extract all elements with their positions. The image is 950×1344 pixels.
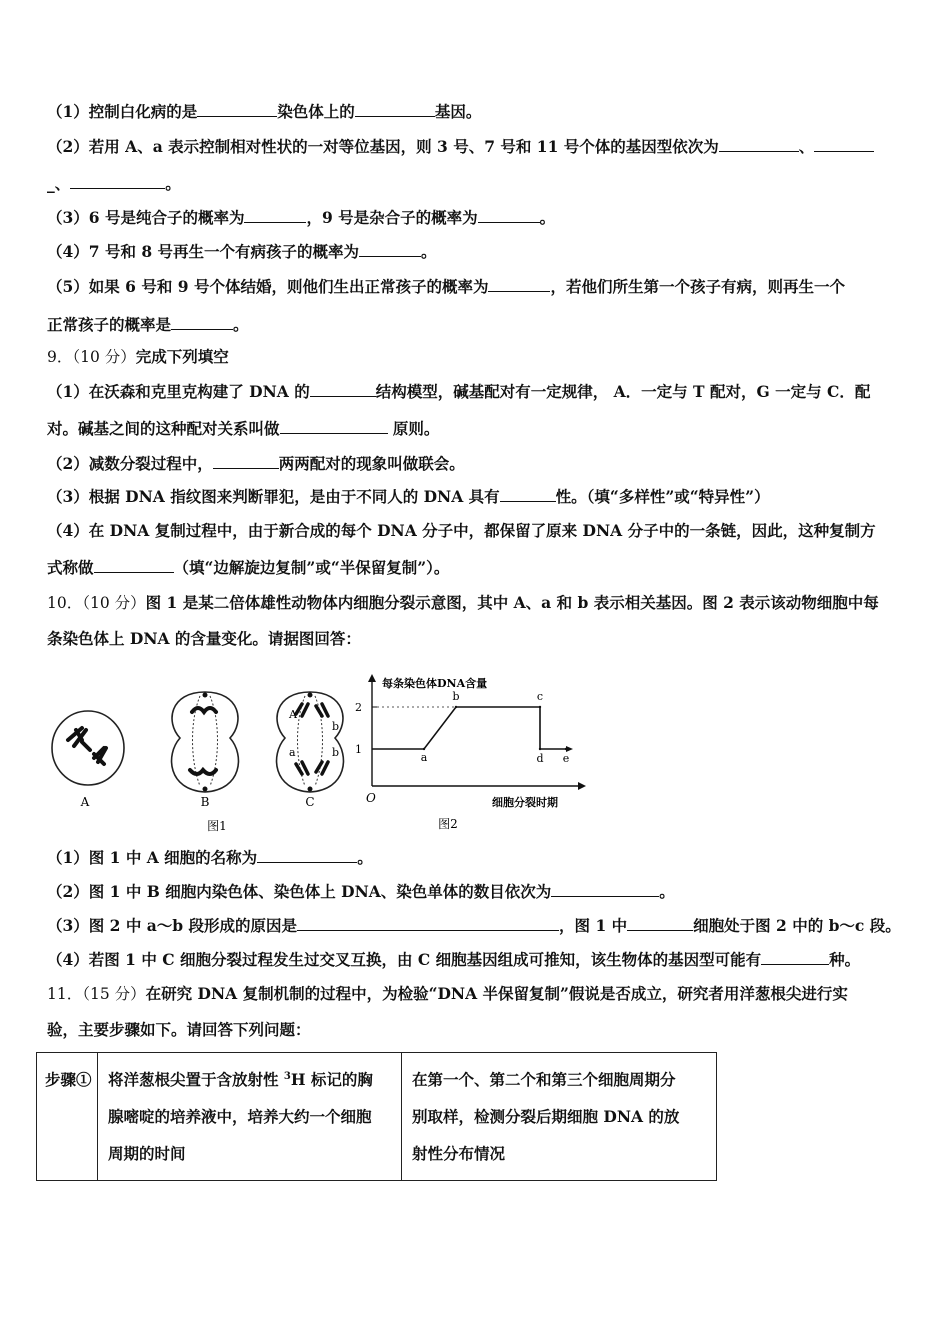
q10-p4-text-b: 种。 (829, 950, 861, 969)
q9-part3 (47, 485, 906, 508)
q8-p4-text-b: 。 (421, 242, 437, 261)
answer-blank[interactable] (500, 485, 556, 502)
q9-p4-text-b: 式称做 (47, 558, 94, 577)
q10-stem-line1: 图 1 是某二倍体雄性动物体内细胞分裂示意图，其中 A、a 和 b 表示相关基因。图 2 表示该动物细胞中每 (145, 593, 879, 612)
cell-a-diagram (52, 711, 124, 785)
answer-blank[interactable] (478, 206, 540, 223)
cell-b-diagram (172, 692, 239, 792)
q11-stem-line2: 验，主要步骤如下。请回答下列问题： (47, 1020, 311, 1039)
q9-p3-text-a: （3）根据 DNA 指纹图来判断罪犯，是由于不同人的 DNA 具有 (47, 487, 500, 506)
q10-stem-cont (47, 628, 906, 650)
answer-blank[interactable] (551, 880, 659, 897)
procedure-text-2: H 标记的胸 (290, 1070, 373, 1089)
q8-part5-cont (47, 313, 906, 336)
y-tick-1: 1 (355, 743, 362, 756)
q10-header (47, 592, 906, 614)
q10-stem-line2: 条染色体上 DNA 的含量变化。请据图回答： (47, 629, 361, 648)
q8-p4-text-a: （4）7 号和 8 号再生一个有病孩子的概率为 (47, 242, 360, 261)
q10-p3-text-b: ，图 1 中 (559, 916, 628, 935)
q8-p1-text-c: 基因。 (434, 102, 482, 121)
q10-p4-text-a: （4）若图 1 中 C 细胞分裂过程发生过交叉互换，由 C 细胞基因组成可推知，该生物体的基因型可能有 (47, 950, 762, 969)
question-score: （15 分） (82, 985, 146, 1003)
point-label-b: b (452, 690, 460, 703)
point-label-d: d (536, 752, 544, 765)
question-number: 10． (47, 594, 83, 612)
q10-part1 (47, 846, 906, 869)
q9-p3-text-b: 性。（填“多样性”或“特异性”） (555, 487, 770, 506)
answer-blank[interactable] (719, 135, 799, 152)
gene-b-label: b (332, 746, 340, 759)
q10-part3 (47, 914, 906, 937)
procedure-text-3: 腺嘧啶的培养液中，培养大约一个细胞 (108, 1107, 372, 1126)
answer-blank[interactable] (488, 275, 550, 292)
q10-part2 (47, 880, 906, 903)
answer-blank[interactable] (359, 240, 421, 257)
answer-blank[interactable] (814, 135, 874, 152)
gene-A-label: A (289, 708, 297, 721)
answer-blank[interactable] (280, 417, 388, 434)
data-point-c (539, 706, 541, 708)
answer-blank[interactable] (761, 948, 829, 965)
q9-p1-text-d: 原则。 (387, 419, 440, 438)
q9-p2-text-a: （2）减数分裂过程中， (47, 454, 213, 473)
q10-p1-text-a: （1）图 1 中 A 细胞的名称为 (47, 848, 258, 867)
cell-c-label: C (305, 795, 315, 809)
data-point-d (539, 748, 541, 750)
q9-part2 (47, 452, 906, 475)
answer-blank[interactable] (355, 100, 435, 117)
procedure-text-1: 将洋葱根尖置于含放射性 (108, 1070, 284, 1089)
y-tick-2: 2 (355, 701, 362, 714)
q8-part4 (47, 240, 906, 263)
q8-p5-text-d: 。 (233, 315, 249, 334)
question-score: （10 分） (72, 348, 136, 366)
answer-blank[interactable] (310, 380, 376, 397)
q9-part4-cont (47, 556, 906, 579)
question-title: 完成下列填空 (135, 347, 229, 366)
y-axis-arrow (368, 674, 376, 682)
data-point-a (423, 748, 425, 750)
q11-header (47, 983, 906, 1005)
answer-blank[interactable] (297, 914, 559, 931)
figure1-caption: 图1 (207, 819, 227, 833)
answer-blank[interactable] (627, 914, 693, 931)
q9-part4 (47, 520, 906, 542)
q10-p3-text-c: 细胞处于图 2 中的 b～c 段。 (693, 916, 901, 935)
q10-part4 (47, 948, 906, 971)
q8-p1-text-b: 染色体上的 (277, 102, 355, 121)
q11-stem-cont (47, 1019, 906, 1041)
q8-part5 (47, 275, 906, 298)
q10-p2-text-b: 。 (659, 882, 675, 901)
q9-p2-text-b: 两两配对的现象叫做联会。 (278, 454, 465, 473)
q11-stem-line1: 在研究 DNA 复制机制的过程中，为检验“DNA 半保留复制”假说是否成立，研究者用洋葱根尖进行实 (145, 984, 848, 1003)
cell-b-label: B (200, 795, 210, 809)
data-point-e (565, 748, 567, 750)
answer-blank[interactable] (244, 206, 306, 223)
isotope-superscript: 3 (283, 1070, 291, 1082)
answer-blank[interactable] (257, 846, 357, 863)
question-score: （10 分） (82, 594, 146, 612)
q9-p4-text-c: （填“边解旋边复制”或“半保留复制”）。 (173, 558, 450, 577)
answer-blank[interactable] (94, 556, 174, 573)
q8-p5-text-c: 正常孩子的概率是 (47, 315, 172, 334)
answer-blank[interactable] (213, 452, 279, 469)
detection-text-3: 射性分布情况 (412, 1144, 506, 1163)
gene-a-label: a (289, 746, 296, 759)
q8-part2 (47, 135, 906, 158)
answer-blank[interactable] (197, 100, 277, 117)
question-number: 9． (47, 348, 73, 366)
step-detection-cell (402, 1053, 717, 1181)
point-label-c: c (536, 690, 544, 703)
step-procedure-cell (98, 1053, 402, 1181)
chart-y-label: 每条染色体DNA含量 (382, 677, 488, 690)
figure2-caption: 图2 (438, 817, 458, 831)
gene-b-label: b (332, 720, 340, 733)
q8-p5-text-a: （5）如果 6 号和 9 号个体结婚，则他们生出正常孩子的概率为 (47, 277, 489, 296)
q9-p4-text-a: （4）在 DNA 复制过程中，由于新合成的每个 DNA 分子中，都保留了原来 DNA 分子中的一条链，因此，这种复制方 (47, 521, 876, 540)
answer-blank[interactable] (70, 172, 165, 189)
point-label-e: e (562, 752, 570, 765)
step-label: 步骤① (45, 1070, 92, 1089)
q8-p3-text-b: ，9 号是杂合子的概率为 (306, 208, 478, 227)
q8-p3-text-c: 。 (539, 208, 556, 227)
experiment-steps-table (36, 1052, 717, 1181)
point-label-a: a (420, 751, 428, 764)
q10-p2-text-a: （2）图 1 中 B 细胞内染色体、染色体上 DNA、染色单体的数目依次为 (47, 882, 552, 901)
procedure-text-4: 周期的时间 (108, 1144, 186, 1163)
table-row (37, 1053, 717, 1181)
q8-part1 (47, 100, 906, 123)
data-point-b (455, 706, 457, 708)
q10-p1-text-b: 。 (357, 848, 373, 867)
q8-p2-text-c: _、 (47, 174, 71, 193)
cell-a-label: A (80, 795, 90, 809)
chart-x-label: 细胞分裂时期 (492, 796, 558, 809)
figure-svg (40, 660, 600, 840)
x-axis-arrow (578, 782, 586, 790)
dna-content-chart (355, 674, 586, 831)
answer-blank[interactable] (171, 313, 233, 330)
question-number: 11． (47, 985, 83, 1003)
q9-p1-text-a: （1）在沃森和克里克构建了 DNA 的 (47, 382, 310, 401)
q8-part3 (47, 206, 906, 229)
q9-part1-cont (47, 417, 906, 440)
q9-p1-text-b: 结构模型，碱基配对有一定规律， A．一定与 T 配对，G 一定与 C．配 (375, 382, 871, 401)
dna-content-line (372, 707, 566, 749)
q9-header (47, 346, 906, 368)
detection-text-2: 别取样，检测分裂后期细胞 DNA 的放 (412, 1107, 680, 1126)
q8-part2-cont (47, 172, 906, 195)
q8-p2-text-d: 。 (165, 174, 181, 193)
q10-figures (40, 660, 600, 840)
q10-p3-text-a: （3）图 2 中 a～b 段形成的原因是 (47, 916, 298, 935)
q9-p1-text-c: 对。碱基之间的这种配对关系叫做 (47, 419, 280, 438)
q8-p3-text-a: （3）6 号是纯合子的概率为 (47, 208, 245, 227)
q8-p1-text-a: （1）控制白化病的是 (47, 102, 198, 121)
step-label-cell (37, 1053, 98, 1181)
chart-series (372, 706, 573, 752)
chart-origin: O (366, 791, 376, 805)
detection-text-1: 在第一个、第二个和第三个细胞周期分 (412, 1070, 676, 1089)
q8-p2-text-b: 、 (798, 137, 815, 156)
q8-p5-text-b: ，若他们所生第一个孩子有病，则再生一个 (550, 277, 845, 296)
q8-p2-text-a: （2）若用 A、a 表示控制相对性状的一对等位基因，则 3 号、7 号和 11 号个体的基因型依次为 (47, 137, 719, 156)
q9-part1 (47, 380, 906, 403)
cell-c-diagram (277, 692, 344, 792)
